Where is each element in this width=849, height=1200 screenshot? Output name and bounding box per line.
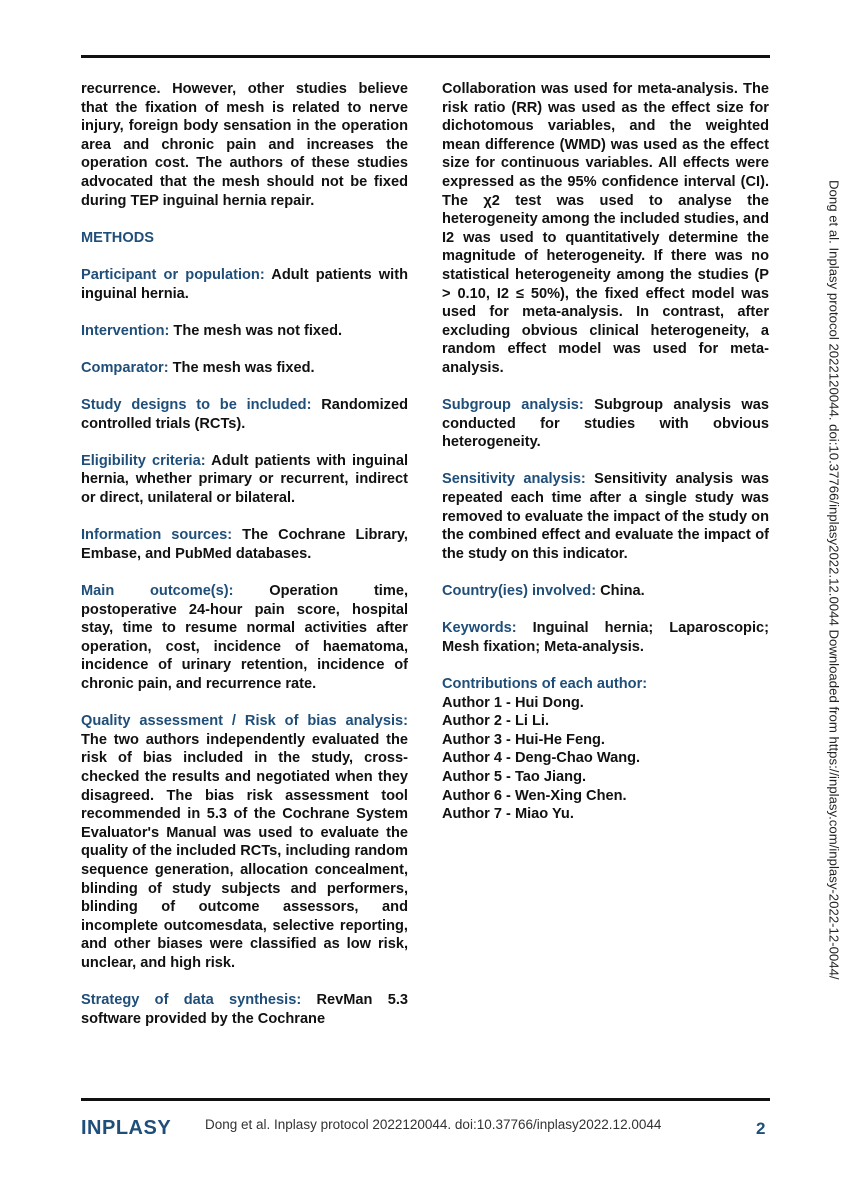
study-designs-text: Randomized controlled trials (RCTs). [81, 397, 409, 432]
footer-citation: Dong et al. Inplasy protocol 2022120044. doi:10.37766/inplasy2022.12.0044 [205, 1117, 662, 1132]
author-item: Author 2 - Li Li. [442, 713, 550, 730]
comparator-section [81, 359, 408, 378]
author-item: Author 7 - Miao Yu. [442, 806, 574, 823]
page-number: 2 [756, 1119, 766, 1138]
main-outcome-label: Main outcome(s): [81, 583, 234, 600]
sensitivity-text: Sensitivity analysis was repeated each time after a single study was removed to evaluate the impact of the study on the combined effect and evaluate the impact of the study on this indicator. [442, 471, 769, 562]
strategy-label: Strategy of data synthesis: [81, 992, 302, 1009]
author-item: Author 5 - Tao Jiang. [442, 768, 587, 785]
eligibility-text: Adult patients with inguinal hernia, whether primary or recurrent, indirect or direct, unilateral or bilateral. [81, 452, 408, 507]
keywords-label: Keywords: [442, 620, 517, 637]
information-sources-section [81, 526, 408, 563]
participant-section [81, 266, 408, 303]
eligibility-label: Eligibility criteria: [81, 452, 206, 469]
subgroup-section [442, 396, 769, 452]
contributions-label: Contributions of each author: [442, 676, 648, 692]
participant-label: Participant or population: [81, 266, 265, 283]
information-sources-text: The Cochrane Library, Embase, and PubMed databases. [81, 527, 408, 562]
intervention-section [81, 322, 408, 341]
author-item: Author 3 - Hui-He Feng. [442, 731, 605, 748]
eligibility-section [81, 452, 408, 508]
country-label: Country(ies) involved: [442, 583, 597, 600]
keywords-text: Inguinal hernia; Laparoscopic; Mesh fixation; Meta-analysis. [442, 620, 769, 655]
sensitivity-section [442, 470, 769, 563]
methods-heading: METHODS [81, 229, 154, 246]
strategy-text: RevMan 5.3 software provided by the Cochrane [81, 992, 409, 1027]
quality-assessment-section [81, 712, 408, 972]
author-item: Author 6 - Wen-Xing Chen. [442, 787, 627, 804]
study-designs-label: Study designs to be included: [81, 397, 312, 414]
information-sources-label: Information sources: [81, 527, 233, 544]
keywords-section [442, 619, 769, 656]
intro-paragraph: recurrence. However, other studies believe that the fixation of mesh is related to nerve injury, foreign body sensation in the operation area and chronic pain and increases the operation cost. The authors of these studies advocated that the mesh should not be fixed during TEP inguinal hernia repair. [81, 81, 408, 209]
bottom-rule [81, 1098, 770, 1101]
quality-assessment-text: The two authors independently evaluated the risk of bias included in the study, cross-checked the results and negotiated when they disagreed. The bias risk assessment tool recommended in 5.3 of the Cochrane System Evaluator's Manual was used to evaluate the quality of the included RCTs, including random sequence generation, allocation concealment, blinding of study subjects and performers, blinding of outcome assessors, and incomplete outcomesdata, selective reporting, and other biases were classified as low risk, unclear, and high risk. [81, 731, 408, 971]
author-item: Author 4 - Deng-Chao Wang. [442, 750, 641, 767]
country-section [442, 582, 769, 601]
participant-text: Adult patients with inguinal hernia. [81, 266, 408, 302]
subgroup-text: Subgroup analysis was conducted for studies with obvious heterogeneity. [442, 397, 769, 451]
study-designs-section [81, 396, 408, 433]
left-column [81, 80, 408, 1028]
right-column [442, 80, 769, 824]
top-rule [81, 55, 770, 58]
quality-assessment-label: Quality assessment / Risk of bias analysis: [81, 713, 408, 730]
intervention-text: The mesh was not fixed. [169, 322, 343, 339]
intervention-label: Intervention: [81, 322, 170, 339]
main-outcome-text: Operation time, postoperative 24-hour pain score, hospital stay, time to resume normal activities after operation, cost, incidence of haematoma, incidence of urinary retention, incidence of chronic pain, and recurrence rate. [81, 583, 409, 692]
strategy-section [81, 991, 408, 1028]
subgroup-label: Subgroup analysis: [442, 397, 584, 414]
main-outcome-section [81, 582, 408, 694]
download-side-note [822, 180, 846, 1080]
comparator-label: Comparator: [81, 359, 169, 376]
author-list [442, 694, 769, 824]
comparator-text: The mesh was fixed. [168, 359, 315, 376]
author-item: Author 1 - Hui Dong. [442, 694, 584, 711]
download-side-note-text[interactable]: Dong et al. Inplasy protocol 2022120044. doi:10.37766/inplasy2022.12.0044 Downloaded from https://inplasy.com/inplasy-2022-12-0044/ [826, 180, 842, 980]
strategy-continued-text: Collaboration was used for meta-analysis. The risk ratio (RR) was used as the effect size for dichotomous variables, and the weighted mean difference (WMD) was used as the effect size for continuous variables. All effects were expressed as the 95% confidence interval (CI). The χ2 test was used to analyse the heterogeneity among the included studies, and I2 was used to quantitatively determine the magnitude of heterogeneity. If there was no statistical heterogeneity among the studies (P > 0.10, I2 ≤ 50%), the fixed effect model was used for meta-analysis. In contrast, after excluding obvious clinical heterogeneity, a random effect model was used for meta-analysis. [442, 81, 769, 376]
inplasy-logo: INPLASY [81, 1117, 172, 1139]
country-text: China. [596, 583, 645, 600]
sensitivity-label: Sensitivity analysis: [442, 471, 586, 488]
